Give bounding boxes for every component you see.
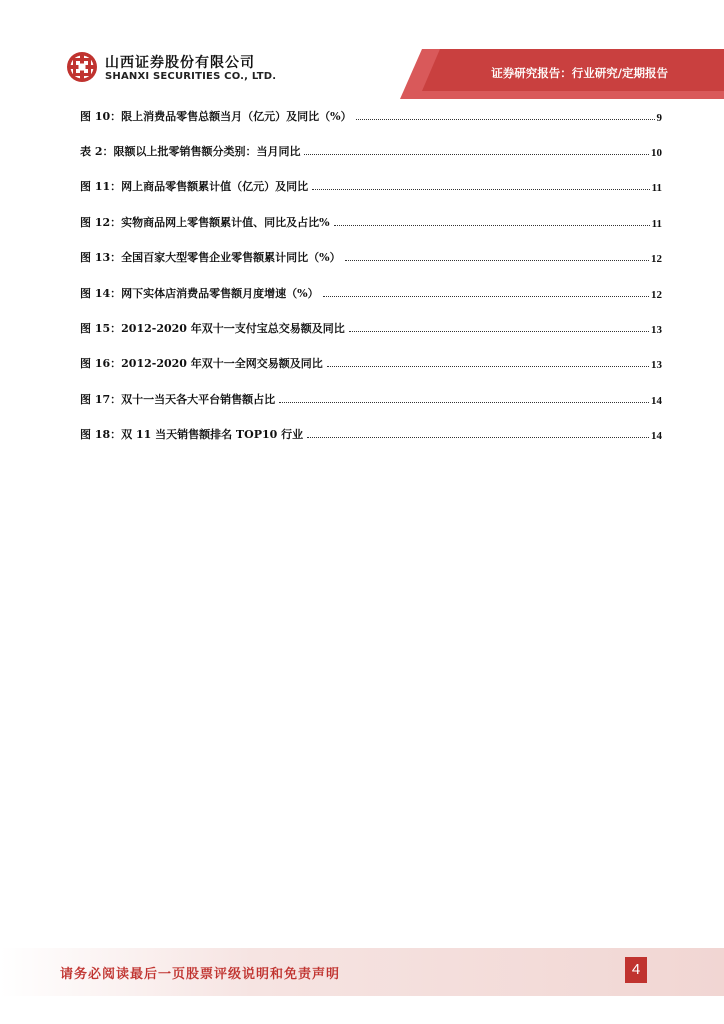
toc-entry-label: 图 18：双 11 当天销售额排名 TOP10 行业	[80, 428, 304, 441]
toc-entry-label: 图 13：全国百家大型零售企业零售额累计同比（%）	[80, 251, 341, 264]
toc-entry[interactable]	[80, 422, 662, 442]
toc-entry-page: 14	[651, 395, 662, 407]
toc-entry-label: 图 11：网上商品零售额累计值（亿元）及同比	[80, 180, 309, 193]
toc-leader-dots	[312, 188, 649, 190]
toc-leader-dots	[307, 436, 649, 438]
toc-entry[interactable]	[80, 104, 662, 124]
toc-entry[interactable]	[80, 210, 662, 230]
toc-leader-dots	[327, 365, 649, 367]
toc-leader-dots	[345, 259, 649, 261]
toc-entry-page: 12	[651, 253, 662, 265]
toc-entry-label: 图 14：网下实体店消费品零售额月度增速（%）	[80, 287, 319, 300]
toc-entry[interactable]	[80, 174, 662, 194]
toc-entry-page: 11	[651, 182, 662, 194]
toc-entry-page: 12	[651, 289, 662, 301]
toc-leader-dots	[334, 224, 650, 226]
toc-entry-page: 10	[651, 147, 662, 159]
toc-entry-page: 11	[651, 218, 662, 230]
toc-entry-label: 图 17：双十一当天各大平台销售额占比	[80, 393, 276, 406]
page-number: 4	[625, 957, 647, 983]
company-name-en: SHANXI SECURITIES CO., LTD.	[105, 71, 277, 82]
toc-entry-page: 13	[651, 324, 662, 336]
toc-entry-page: 14	[651, 430, 662, 442]
toc-entry[interactable]	[80, 139, 662, 159]
toc-entry[interactable]	[80, 387, 662, 407]
page-header	[0, 0, 724, 100]
toc-leader-dots	[349, 330, 649, 332]
disclaimer-notice: 请务必阅读最后一页股票评级说明和免责声明	[60, 967, 341, 982]
toc-leader-dots	[304, 153, 649, 155]
toc-leader-dots	[279, 401, 649, 403]
shanxi-securities-logo-icon	[66, 51, 98, 83]
toc-entry[interactable]	[80, 351, 662, 371]
toc-entry-label: 图 12：实物商品网上零售额累计值、同比及占比%	[80, 216, 330, 229]
toc-entry-label: 表 2：限额以上批零销售额分类别：当月同比	[80, 145, 301, 158]
toc-entry-label: 图 10：限上消费品零售总额当月（亿元）及同比（%）	[80, 110, 352, 123]
toc-entry[interactable]	[80, 245, 662, 265]
report-type: 证券研究报告：行业研究/定期报告	[491, 66, 668, 80]
company-name-cn: 山西证券股份有限公司	[105, 55, 255, 71]
toc-entry-page: 9	[656, 112, 662, 124]
toc-entry-label: 图 16：2012-2020 年双十一全网交易额及同比	[80, 357, 323, 370]
toc-leader-dots	[356, 118, 655, 120]
toc-entry[interactable]	[80, 281, 662, 301]
toc-entry-page: 13	[651, 359, 662, 371]
toc-leader-dots	[323, 295, 649, 297]
toc-entry-label: 图 15：2012-2020 年双十一支付宝总交易额及同比	[80, 322, 345, 335]
toc-entry[interactable]	[80, 316, 662, 336]
